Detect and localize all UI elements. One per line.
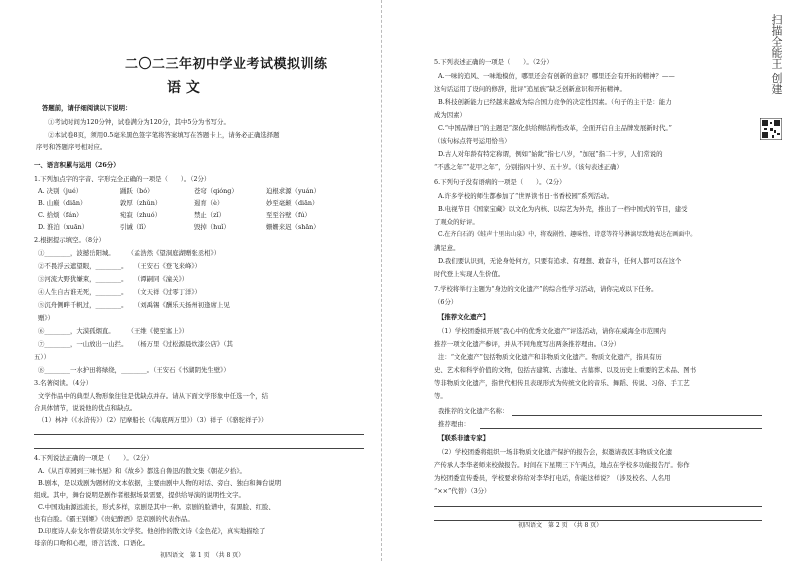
answer-line <box>34 434 364 435</box>
task-text: （1）学校团委拟开展“我心中的优秀文化遗产”评选活动，请你在威海全市范围内 <box>438 327 666 335</box>
task-text: （2）学校团委将组织一场非物质文化遗产保护的报告会，拟邀请我区非物质文化遗 <box>438 448 673 456</box>
notice-line: 序号和答题序号相对应。 <box>36 143 107 151</box>
option-cell: 姗姗来迟（shān） <box>266 223 320 231</box>
fill-line: ⑤沉舟侧畔千帆过，________。 （刘禹锡《酬乐天扬州初逢席上见 <box>38 301 230 309</box>
option-cell: A. 决别（jué） <box>38 187 83 195</box>
question-7-stem: 7.学校将举行主题为“身边的文化遗产”的综合性学习活动，请你完成以下任务。 <box>434 285 658 293</box>
option-text: C.在齐白石的《蛙声十里出山泉》中，将戏剧性、趣味性、诗意等符号淋漓尽致地表达在画面中。 <box>438 231 697 238</box>
question-5-stem: 5.下列表述正确的一项是（ ）。（2分） <box>434 58 553 66</box>
fill-line: ②不畏浮云遮望眼，________。 （王安石《登飞来峰》） <box>38 262 201 270</box>
option-cell: 宛寂（zhuó） <box>120 211 162 219</box>
option-cell: 迫根求源（yuán） <box>266 187 320 195</box>
fill-line: 赠》） <box>38 314 54 322</box>
section-heading: 一、语言积累与运用（26分） <box>34 161 120 169</box>
option-text: 满足意。 <box>434 244 460 252</box>
option-text: 了观众的好评。 <box>434 218 479 226</box>
subject-title: 语 文 <box>167 80 200 96</box>
fill-line: ⑧________一水护田将绿绕，________。（王安石《书湖阴先生壁》） <box>38 366 230 374</box>
question-3-stem: 3.名著阅读。（4分） <box>34 379 93 387</box>
notice-line: ①考试时间为120分钟，试卷满分为120分，其中5分为书写分。 <box>48 118 230 126</box>
option-cell: 毁掉（huǐ） <box>194 223 230 231</box>
question-2-stem: 2.根据提示填空。（8分） <box>34 236 105 244</box>
option-text: C.“中国品牌日”的主题是“深化供给侧结构性改革，全面开启自主品牌发展新时代。” <box>438 124 672 132</box>
option-text: D.古人对年龄有特定称谓，例如“始龀”指七八岁，“加冠”指二十岁，人们常说的 <box>438 150 663 158</box>
page-footer: 初四语文 第 1 页 （共 8 页） <box>160 552 245 559</box>
question-7-points: （6分） <box>434 298 458 306</box>
option-text: 也有白脸。《霸王别姬》《贵妃醉酒》是京剧的代表作品。 <box>34 515 194 523</box>
option-cell: 敦厚（zhǔn） <box>120 199 162 207</box>
option-text: 组成。其中，舞台说明是剧作者根据场景需要，提供给导演的说明性文字。 <box>34 491 245 499</box>
task-text: 史、艺术和科学价值的文物，包括古建筑、古遗址、古墓葬、以及历史上重要的艺术品、图书 <box>434 366 697 374</box>
option-cell: 至至谷壁（fú） <box>266 211 311 219</box>
option-text: A.《从百草园到三味书屋》和《故乡》都选自鲁迅的散文集《朝花夕拾》。 <box>38 467 246 475</box>
fill-line: ③河流大野犹嫌束，________。 （谭嗣同《潼关》） <box>38 275 189 283</box>
fill-line: ④人生自古谁无死，________。 （文天祥《过零丁洋》） <box>38 288 201 296</box>
fill-line: 五）） <box>34 353 50 361</box>
task-text: 推荐一项文化遗产参评，并从不同角度写出两条推荐理由。（3分） <box>434 340 621 348</box>
option-text: D.我们要认识到，无论身处何方，只要有追求、有理想、敢奋斗，任何人都可以在这个 <box>438 257 682 265</box>
reason-answer-line[interactable] <box>480 428 762 429</box>
task-text: 为校团委宣传委员，学校要求你给对李华打电话，你能这样说？（涉及校名、人名用 <box>434 474 671 482</box>
answer-line[interactable] <box>434 506 762 507</box>
task-text: 产传承人李华老师来校做报告。时间在下星期三下午两点，地点在学校多功能报告厅。你作 <box>434 461 690 469</box>
answer-line <box>34 448 364 449</box>
option-cell: 苍穹（qióng） <box>194 187 238 195</box>
option-cell: 踊跃（bó） <box>120 187 154 195</box>
option-text: “不惑之年”“花甲之年”，分别指四十岁、五十岁。（该句表述正确） <box>434 163 623 171</box>
option-text: 时代登上实现人生价值。 <box>434 270 505 278</box>
option-cell: 引诫（lǐ） <box>120 223 150 231</box>
question-4-stem: 4.下列说法正确的一项是（ ）。（2分） <box>34 454 153 462</box>
option-text: 母亲的口吻和心理，语言活泼、口语化。 <box>34 539 150 547</box>
fill-line: ⑦________，一山放出一山拦。 （杨万里《过松源晨炊漆公店》（其 <box>38 340 233 348</box>
option-cell: 禁止（zǐ） <box>194 211 225 219</box>
option-text: A.一味的追风、一味地模仿，哪里还会有创新的意识？哪里还会有开拓的精神？—— <box>438 72 675 80</box>
option-text: B.科技创新能力已经越来越成为综合国力竞争的决定性因素。（句子的主干是：能力 <box>438 98 672 106</box>
option-text: A.许多学校的师生都参加了“世界读书日·书香校园”系列活动。 <box>438 192 613 200</box>
option-cell: C. 拾烦（fán） <box>38 211 83 219</box>
task-text: 注：“文化遗产”包括物质文化遗产和非物质文化遗产。物质文化遗产，指具有历 <box>438 353 662 361</box>
fill-line: ①________，波撼岳阳城。 （孟浩然《望洞庭湖赠张丞相》） <box>38 249 221 257</box>
task-text: 等非物质文化遗产，指世代相传且表现形式为传统文化的音乐、舞蹈、传说、习俗、手工艺 <box>434 379 690 387</box>
option-text: D.印度诗人泰戈尔曾获诺贝尔文学奖。他创作的散文诗《金色花》，真实地描绘了 <box>38 527 266 535</box>
recommend-label: 我推荐的文化遗产名称： <box>438 407 509 415</box>
notice-line: ②本试卷8页，须用0.5毫米黑色签字笔将答案填写在答题卡上，请务必正确选择题 <box>48 131 280 139</box>
option-cell: 妙至毫颠（diān） <box>266 199 319 207</box>
task-heading: 【推荐文化遗产】 <box>438 313 490 321</box>
option-cell: B. 山巅（diān） <box>38 199 87 207</box>
option-cell: D. 淮泊（xuān） <box>38 223 89 231</box>
option-text: B.剧本，是以戏剧为题材的文本依据，主要由剧中人物的对话、旁白、独白和舞台说明 <box>38 479 282 487</box>
fill-line: ⑥________，大漠孤烟直。 （王维《使至塞上》） <box>38 327 189 335</box>
option-text: B.电视节目《国家宝藏》以文化为内核、以综艺为外壳，推出了一档中国式的节目，建受 <box>438 205 688 213</box>
option-text: C.中国戏曲源远流长，形式多样，京剧是其中一种。京剧的脸谱中，有黑脸、红脸、 <box>38 503 275 511</box>
page-footer: 初四语文 第 2 页 （共 8 页） <box>518 522 603 529</box>
notice-heading: 答题前，请仔细阅读以下说明： <box>42 104 132 112</box>
exam-page-2 <box>400 0 794 561</box>
qr-code-icon <box>760 118 782 140</box>
reason-label: 推荐理由： <box>438 420 470 428</box>
question-text: （1）林冲（《水浒传》）（2）尼摩船长（《海底两万里》）（3）祥子（《骆驼祥子》） <box>38 416 268 424</box>
option-text: 这句话运用了设问的修辞，批评“追星族”缺乏创新意识和开拓精神。 <box>434 85 626 93</box>
question-text: 文学作品中的典型人物形象往往是优缺点并存。请从下面文学形象中任选一个，结 <box>38 392 269 400</box>
question-6-stem: 6.下列句子没有语病的一项是（ ）。（2分） <box>434 178 566 186</box>
question-text: 合具体情节，说说他的优点和缺点。 <box>34 404 137 412</box>
option-cell: 遏育（è） <box>194 199 224 207</box>
option-text: （该句标点符号运用恰当） <box>434 137 511 145</box>
scanner-watermark-text: 扫描全能王 创建 <box>770 14 783 95</box>
task-heading: 【联系非遗专家】 <box>438 434 490 442</box>
option-text: 成为因素） <box>434 111 466 119</box>
exam-title: 二〇二三年初中学业考试模拟训练 <box>125 57 328 72</box>
question-1-stem: 1.下列加点字的字音、字形完全正确的一项是（ ）。（2分） <box>34 175 211 183</box>
recommend-answer-line[interactable] <box>512 415 762 416</box>
task-text: 等。 <box>434 392 447 400</box>
task-text: “××”代替）（3分） <box>434 487 491 495</box>
